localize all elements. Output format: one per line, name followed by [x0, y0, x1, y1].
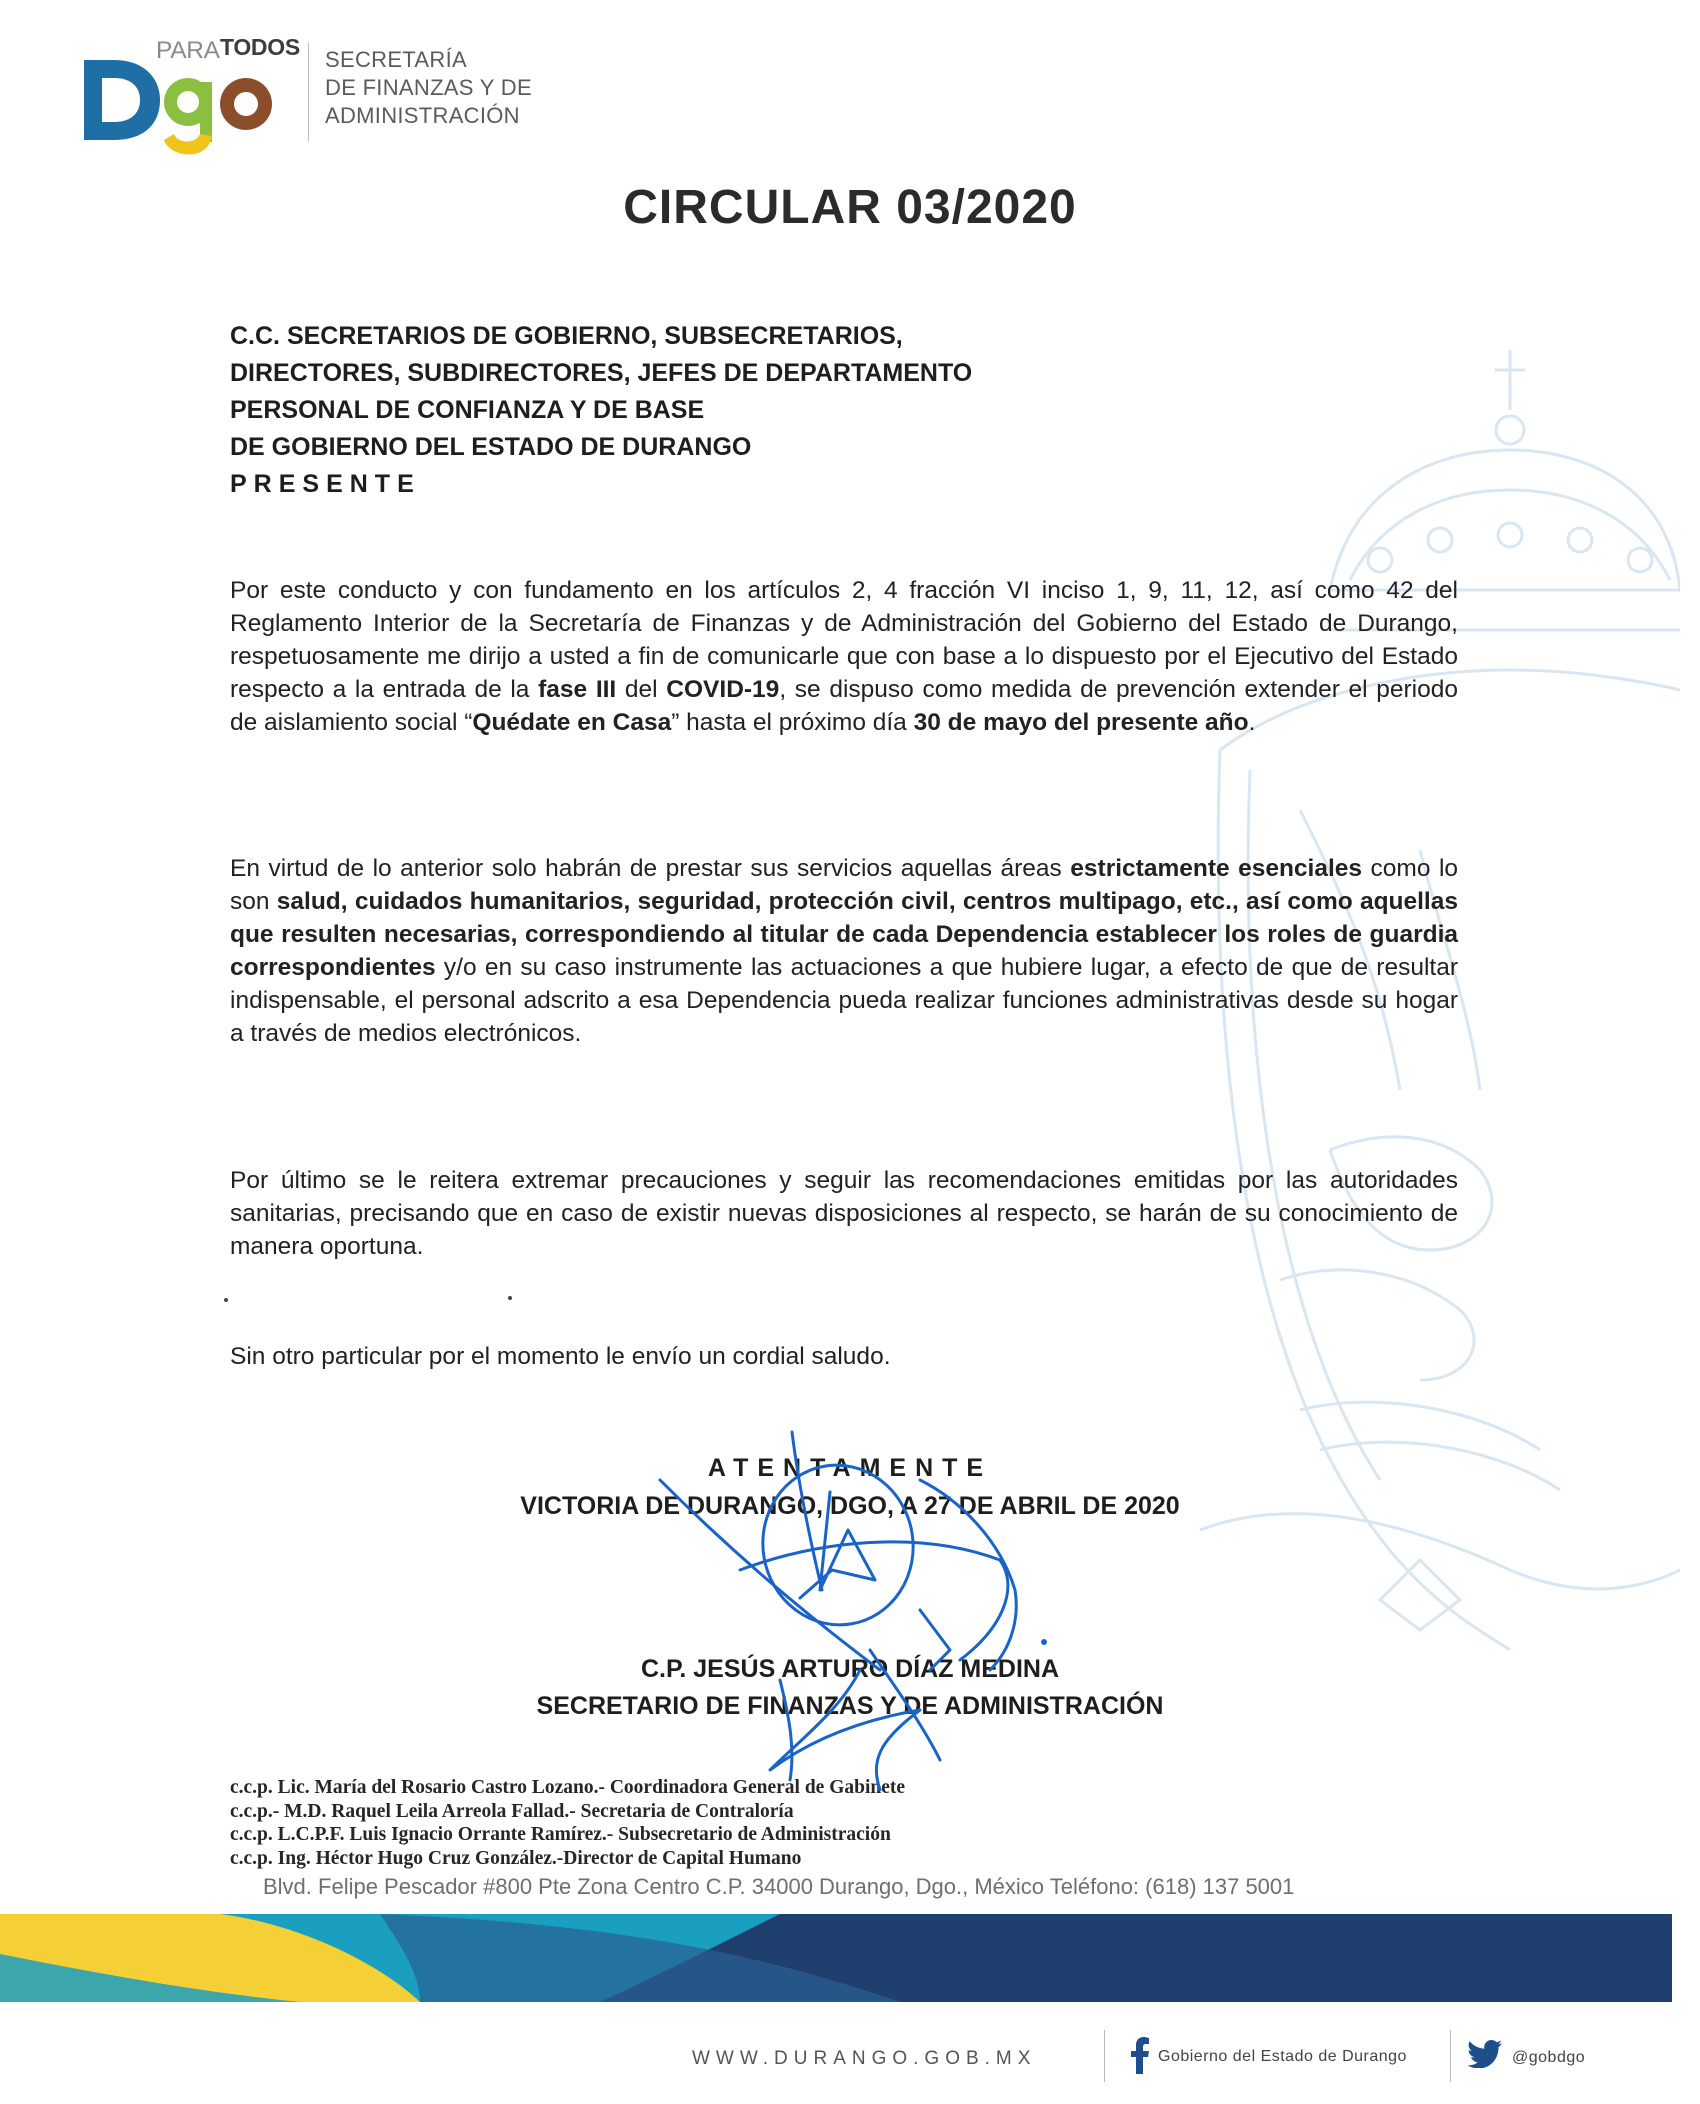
emphasized-text: COVID-19	[666, 676, 780, 703]
closing-atentamente: ATENTAMENTE	[707, 1454, 993, 1482]
facebook-icon[interactable]	[1130, 2036, 1150, 2074]
signer-title: SECRETARIO DE FINANZAS Y DE ADMINISTRACIÓN	[536, 1692, 1164, 1720]
circular-title: CIRCULAR 03/2020	[623, 181, 1077, 234]
paragraph-text: como lo son	[230, 855, 1459, 915]
emphasized-text: salud, cuidados humanitarios, seguridad, protección civil, centros multipago, etc., así como aquellas que resulten necesarias, correspondiendo al titular de cada Dependencia establecer los roles de guardia correspondientes	[230, 888, 1458, 981]
handwritten-signature	[620, 1420, 1050, 1800]
department-line: SECRETARÍA	[325, 47, 467, 72]
logo-todos-text: TODOS	[220, 34, 300, 60]
cc-line: c.c.p.- M.D. Raquel Leila Arreola Fallad.- Secretaria de Contraloría	[230, 1800, 794, 1822]
signer-name: C.P. JESÚS ARTURO DÍAZ MEDINA	[640, 1655, 1060, 1683]
body-paragraph-2	[230, 852, 1458, 1050]
office-address: Blvd. Felipe Pescador #800 Pte Zona Centro C.P. 34000 Durango, Dgo., México Teléfono: (618) 137 5001	[263, 1874, 1295, 1899]
twitter-icon[interactable]	[1468, 2040, 1502, 2068]
facebook-link[interactable]: Gobierno del Estado de Durango	[1158, 2048, 1407, 2065]
emphasized-text: Quédate en Casa	[472, 709, 672, 736]
body-paragraph-3: Por último se le reitera extremar precauciones y seguir las recomendaciones emitidas por las autoridades sanitarias, precisando que en caso de existir nuevas disposiciones al respecto, se harán de su conocimiento de manera oportuna.	[230, 1167, 1458, 1260]
paragraph-text: .	[1248, 709, 1256, 736]
twitter-handle[interactable]: @gobdgo	[1512, 2049, 1586, 2066]
addressee-line: PERSONAL DE CONFIANZA Y DE BASE	[230, 396, 705, 424]
dgo-logo-mark	[80, 28, 295, 168]
footer-divider	[1104, 2030, 1105, 2082]
header-divider	[308, 42, 309, 142]
cc-line: c.c.p. Lic. María del Rosario Castro Lozano.- Coordinadora General de Gabinete	[230, 1777, 906, 1798]
emphasized-text: 30 de mayo del presente año	[913, 709, 1249, 736]
body-paragraph-4: Sin otro particular por el momento le envío un cordial saludo.	[230, 1343, 891, 1370]
paragraph-text: ” hasta el próximo día	[671, 709, 914, 736]
logo-para-text: PARA	[156, 37, 220, 64]
addressee-line: C.C. SECRETARIOS DE GOBIERNO, SUBSECRETARIOS,	[230, 322, 903, 350]
body-paragraph-1	[230, 574, 1458, 739]
place-and-date: VICTORIA DE DURANGO, DGO, A 27 DE ABRIL DE 2020	[520, 1492, 1180, 1520]
paragraph-text: Por este conducto y con fundamento en los artículos 2, 4 fracción VI inciso 1, 9, 11, 12, así como 42 del Reglamento Interior de la Secretaría de Finanzas y de Administración del Gobierno del Estado de Durango, respetuosamente me dirijo a usted a fin de comunicarle que con base a lo dispuesto por el Ejecutivo del Estado respecto a la entrada de la	[230, 577, 1458, 703]
addressee-line: DIRECTORES, SUBDIRECTORES, JEFES DE DEPARTAMENTO	[230, 359, 973, 387]
website-link[interactable]: WWW.DURANGO.GOB.MX	[692, 2048, 1037, 2069]
emphasized-text: estrictamente esenciales	[1070, 855, 1363, 882]
footer-divider	[1450, 2030, 1451, 2082]
paragraph-text: y/o en su caso instrumente las actuaciones a que hubiere lugar, a efecto de que de resultar indispensable, el personal adscrito a esa Dependencia pueda realizar funciones administrativas desde su hogar a través de medios electrónicos.	[230, 954, 1458, 1047]
department-name	[325, 46, 532, 130]
durango-logo	[80, 28, 300, 168]
addressee-presente: PRESENTE	[230, 470, 421, 498]
department-line: ADMINISTRACIÓN	[325, 103, 520, 128]
footer-color-band	[0, 1914, 1672, 2002]
emphasized-text: fase III	[538, 676, 617, 703]
scan-speck	[224, 1298, 228, 1302]
paragraph-text: del	[616, 676, 667, 703]
addressee-line: DE GOBIERNO DEL ESTADO DE DURANGO	[230, 433, 752, 461]
cc-line: c.c.p. Ing. Héctor Hugo Cruz González.-Director de Capital Humano	[230, 1847, 802, 1869]
paragraph-text: , se dispuso como medida de prevención extender el periodo de aislamiento social “	[230, 676, 1459, 736]
scan-speck	[508, 1296, 512, 1300]
addressee-block	[230, 318, 972, 503]
paragraph-text: En virtud de lo anterior solo habrán de prestar sus servicios aquellas áreas	[230, 855, 1071, 882]
department-line: DE FINANZAS Y DE	[325, 75, 532, 100]
cc-line: c.c.p. L.C.P.F. Luis Ignacio Orrante Ramírez.- Subsecretario de Administración	[230, 1824, 891, 1845]
